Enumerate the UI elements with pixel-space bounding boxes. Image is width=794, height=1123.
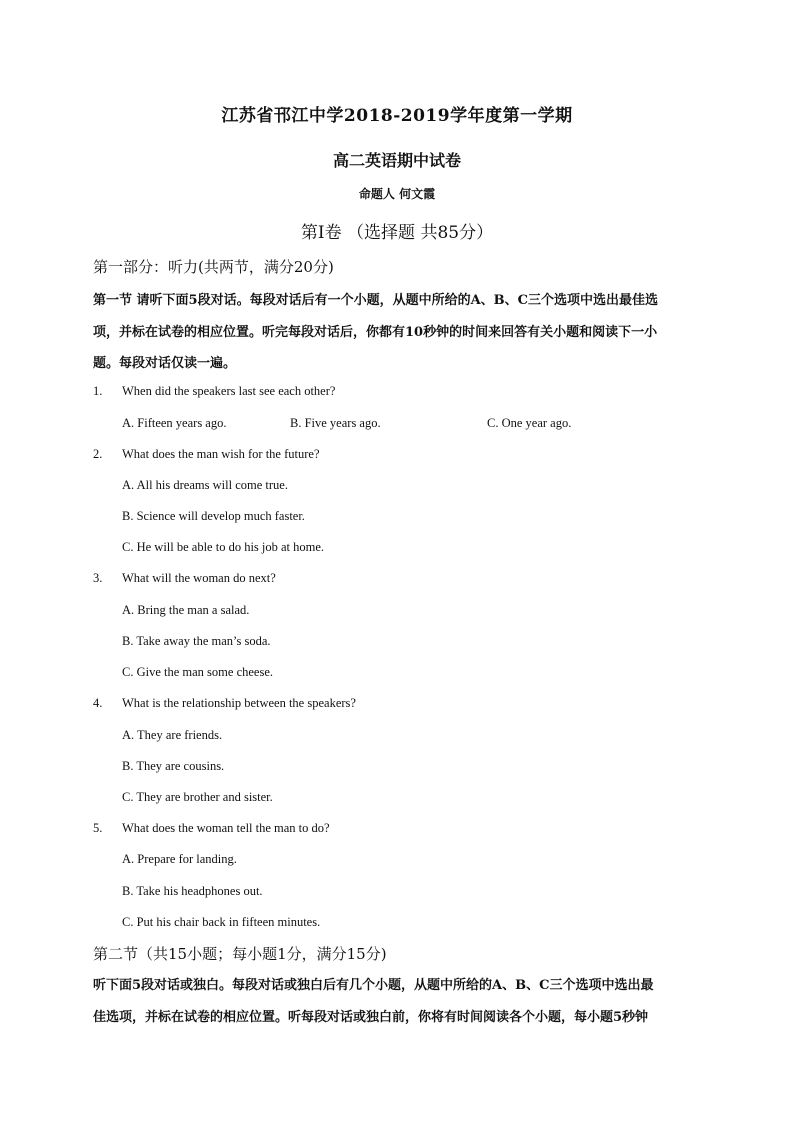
section2-instruction-line: 听下面5段对话或独白。每段对话或独白后有几个小题，从题中所给的A、B、C三个选项中选出最: [93, 978, 654, 993]
question-text: What does the woman tell the man to do?: [122, 821, 330, 835]
section1-instruction-line: 项，并标在试卷的相应位置。听完每段对话后，你都有10秒钟的时间来回答有关小题和阅读下一小: [93, 325, 658, 340]
part1-title: 第一部分：听力(共两节，满分20分): [93, 258, 334, 276]
option-b: B. They are cousins.: [122, 759, 225, 773]
section2-title: 第二节（共15小题；每小题1分，满分15分): [93, 945, 387, 963]
option-a: A. Bring the man a salad.: [122, 603, 250, 617]
section1-instruction-line: 题。每段对话仅读一遍。: [93, 356, 237, 371]
option-b: B. Science will develop much faster.: [122, 509, 305, 523]
question-text: What is the relationship between the speakers?: [122, 696, 356, 710]
option-b: B. Take away the man’s soda.: [122, 634, 271, 648]
option-a: A. They are friends.: [122, 728, 223, 742]
option-b: B. Take his headphones out.: [122, 884, 263, 898]
option-a: A. Fifteen years ago.: [122, 416, 227, 430]
section2-instruction-line: 佳选项，并标在试卷的相应位置。听每段对话或独白前，你将有时间阅读各个小题，每小题5秒钟: [93, 1010, 649, 1025]
question-number: 5.: [93, 821, 103, 835]
option-c: C. He will be able to do his job at home.: [122, 540, 325, 554]
question-text: When did the speakers last see each other?: [122, 384, 336, 398]
option-a: A. Prepare for landing.: [122, 852, 237, 866]
exam-subtitle: 高二英语期中试卷: [332, 151, 461, 170]
option-c: C. Give the man some cheese.: [122, 665, 273, 679]
question-number: 2.: [93, 447, 103, 461]
option-c: C. One year ago.: [487, 416, 572, 430]
option-c: C. They are brother and sister.: [122, 790, 273, 804]
section1-instruction-line: 第一节 请听下面5段对话。每段对话后有一个小题，从题中所给的A、B、C三个选项中选出最佳选: [93, 293, 658, 308]
exam-title: 江苏省邗江中学2018-2019学年度第一学期: [221, 106, 573, 126]
question-number: 1.: [93, 384, 103, 398]
option-c: C. Put his chair back in fifteen minutes.: [122, 915, 321, 929]
question-text: What will the woman do next?: [122, 571, 276, 585]
question-text: What does the man wish for the future?: [122, 447, 320, 461]
question-number: 3.: [93, 571, 103, 585]
section-title: 第I卷 （选择题 共85分）: [300, 223, 494, 243]
option-a: A. All his dreams will come true.: [122, 478, 288, 492]
option-b: B. Five years ago.: [290, 416, 381, 430]
question-number: 4.: [93, 696, 103, 710]
author-line: 命题人 何文霞: [358, 187, 436, 201]
